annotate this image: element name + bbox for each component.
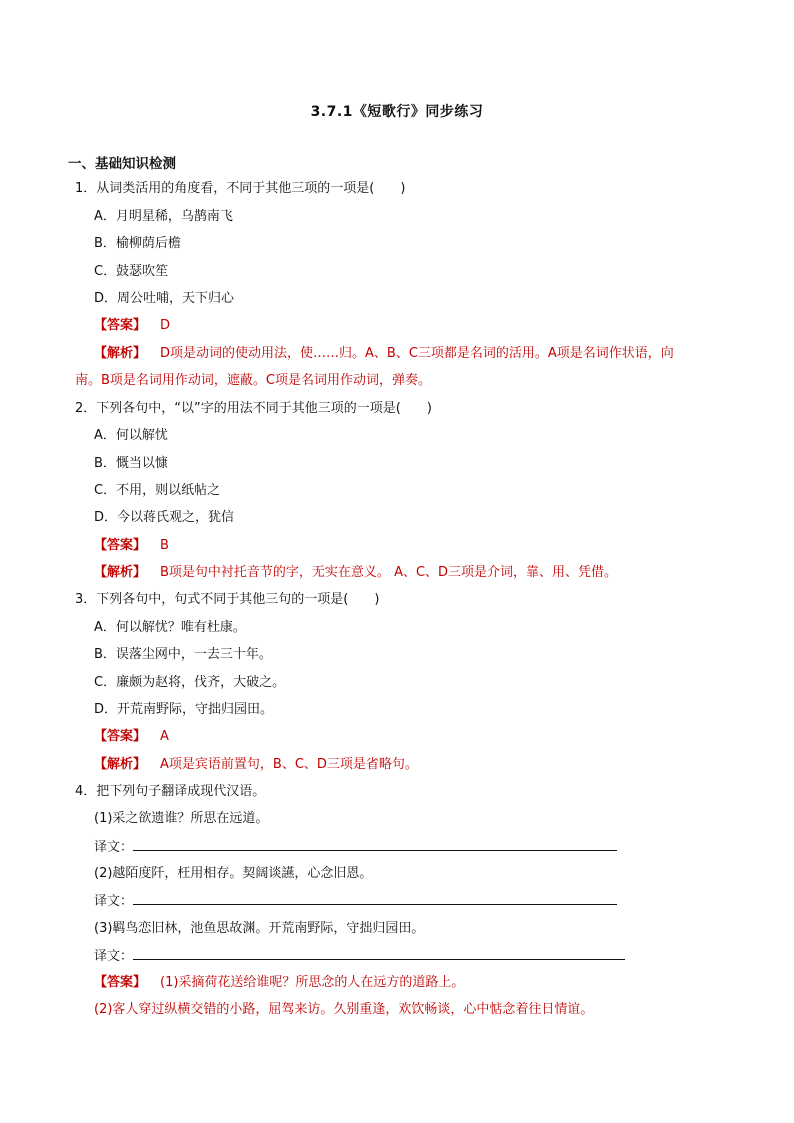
q1-answer <box>94 317 170 335</box>
question-2-stem: 2．下列各句中，“以”字的用法不同于其他三项的一项是( ) <box>75 401 432 416</box>
translation-blank-3[interactable] <box>133 947 625 960</box>
q1-analysis-text-2: 南。B项是名词用作动词，遮蔽。C项是名词用作动词，弹奏。 <box>75 373 431 388</box>
q2-option-d: D．今以蒋氏观之，犹信 <box>94 510 235 525</box>
q2-option-a: A．何以解忧 <box>94 428 168 443</box>
q4-translation-2 <box>94 892 617 911</box>
q4-translation-1 <box>94 838 617 857</box>
q3-option-c: C．廉颇为赵将，伐齐，大破之。 <box>94 675 286 690</box>
section-heading: 一、基础知识检测 <box>68 156 176 172</box>
q4-answer <box>94 974 464 992</box>
q3-option-b: B．误落尘网中，一去三十年。 <box>94 647 272 662</box>
translation-blank-1[interactable] <box>133 838 617 851</box>
q3-option-d: D．开荒南野际，守拙归园田。 <box>94 702 274 717</box>
q3-analysis <box>94 756 418 774</box>
question-4-stem: 4．把下列句子翻译成现代汉语。 <box>75 784 266 799</box>
q3-analysis-text: A项是宾语前置句，B、C、D三项是省略句。 <box>160 757 418 772</box>
q1-answer-value: D <box>160 318 171 333</box>
question-1-stem: 1．从词类活用的角度看，不同于其他三项的一项是( ) <box>75 181 406 196</box>
q4-item-2: (2)越陌度阡，枉用相存。契阔谈讌，心念旧恩。 <box>94 866 373 881</box>
question-3-stem: 3．下列各句中，句式不同于其他三句的一项是( ) <box>75 592 380 607</box>
translation-label: 译文： <box>94 894 134 909</box>
q2-option-c: C．不用，则以纸帖之 <box>94 483 221 498</box>
translation-label: 译文： <box>94 840 134 855</box>
q2-answer-value: B <box>160 538 169 553</box>
answer-tag: 【答案】 <box>94 729 147 744</box>
q2-option-b: B．慨当以慷 <box>94 456 168 471</box>
q1-analysis <box>94 345 674 363</box>
page-title: 3.7.1《短歌行》同步练习 <box>310 104 484 120</box>
q4-answer-2: (2)客人穿过纵横交错的小路，屈驾来访。久别重逢，欢饮畅谈，心中惦念着往日情谊。 <box>94 1002 594 1017</box>
q3-option-a: A．何以解忧？唯有杜康。 <box>94 620 246 635</box>
q3-answer-value: A <box>160 729 169 744</box>
q4-item-1: (1)采之欲遗谁？所思在远道。 <box>94 811 269 826</box>
q4-translation-3 <box>94 947 625 966</box>
q2-analysis <box>94 564 617 582</box>
q2-answer <box>94 537 169 555</box>
answer-tag: 【答案】 <box>94 538 147 553</box>
q1-option-d: D．周公吐哺，天下归心 <box>94 291 235 306</box>
q4-answer-1: (1)采摘荷花送给谁呢？所思念的人在远方的道路上。 <box>160 975 465 990</box>
analysis-tag: 【解析】 <box>94 757 147 772</box>
translation-label: 译文： <box>94 949 134 964</box>
q3-answer <box>94 728 169 746</box>
q1-option-c: C．鼓瑟吹笙 <box>94 264 169 279</box>
analysis-tag: 【解析】 <box>94 346 147 361</box>
q1-option-b: B．榆柳荫后檐 <box>94 236 181 251</box>
q1-analysis-text-1: D项是动词的使动用法，使……归。A、B、C三项都是名词的活用。A项是名词作状语，向 <box>160 346 674 361</box>
answer-tag: 【答案】 <box>94 975 147 990</box>
translation-blank-2[interactable] <box>133 892 617 905</box>
q1-option-a: A．月明星稀，乌鹊南飞 <box>94 209 233 224</box>
q2-analysis-text: B项是句中衬托音节的字，无实在意义。 A、C、D三项是介词，靠、用、凭借。 <box>160 565 618 580</box>
answer-tag: 【答案】 <box>94 318 147 333</box>
analysis-tag: 【解析】 <box>94 565 147 580</box>
q4-item-3: (3)羁鸟恋旧林，池鱼思故渊。开荒南野际，守拙归园田。 <box>94 921 425 936</box>
